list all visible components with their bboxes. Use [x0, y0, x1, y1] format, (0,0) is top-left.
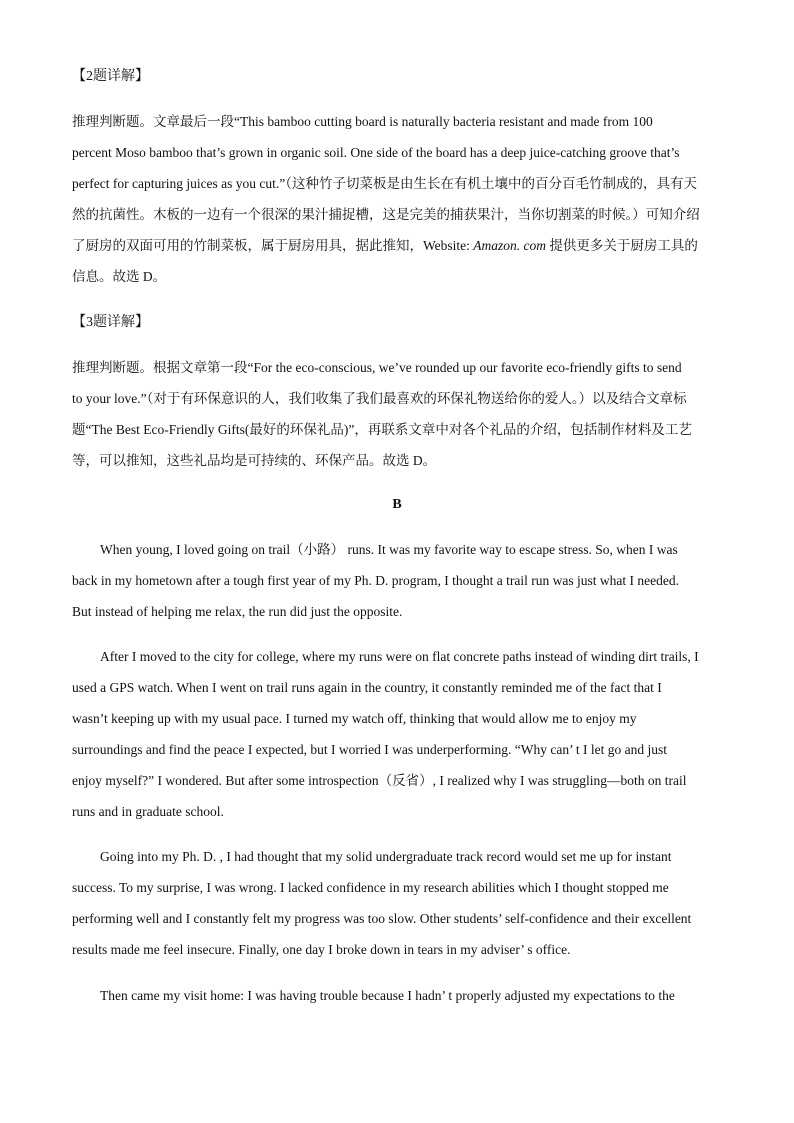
q3-line-4: 等，可以推知，这些礼品均是可持续的、环保产品。故选 D。	[72, 453, 437, 468]
q2-line-5	[72, 236, 722, 256]
q3-heading: 【3题详解】	[72, 315, 149, 330]
q3-line-2: to your love.”（对于有环保意识的人，我们收集了我们最喜欢的环保礼物送给你的爱人。）以及结合文章标	[72, 391, 687, 406]
p3-line-2: success. To my surprise, I was wrong. I lacked confidence in my research abilities which I thought stopped me	[72, 880, 669, 895]
q3-line-1: 推理判断题。根据文章第一段“For the eco-conscious, we’ve rounded up our favorite eco-friendly gifts to send	[72, 360, 682, 375]
p2-line-3: wasn’t keeping up with my usual pace. I turned my watch off, thinking that would allow me to enjoy my	[72, 711, 637, 726]
p2-line-4: surroundings and find the peace I expected, but I worried I was underperforming. “Why can’ t I let go and just	[72, 742, 668, 757]
q2-heading: 【2题详解】	[72, 69, 149, 84]
q2-line-4: 然的抗菌性。木板的一边有一个很深的果汁捕捉槽，这是完美的捕获果汁，当你切割菜的时候。）可知介绍	[72, 207, 700, 222]
q2-line-6: 信息。故选 D。	[72, 269, 167, 284]
p2-line-5: enjoy myself?” I wondered. But after some introspection（反省）, I realized why I was struggling—both on trail	[72, 773, 687, 788]
p1-line-2: back in my hometown after a tough first year of my Ph. D. program, I thought a trail run was just what I needed.	[72, 573, 679, 588]
q2-line-2: percent Moso bamboo that’s grown in organic soil. One side of the board has a deep juice-catching groove that’s	[72, 145, 680, 160]
p1-line-1: When young, I loved going on trail（小路） runs. It was my favorite way to escape stress. So, when I was	[100, 542, 678, 557]
q3-line-3: 题“The Best Eco-Friendly Gifts(最好的环保礼品)”，再联系文章中对各个礼品的介绍，包括制作材料及工艺	[72, 422, 692, 437]
q2-site-name: Amazon. com	[473, 238, 547, 253]
p2-line-1: After I moved to the city for college, where my runs were on flat concrete paths instead of winding dirt trails, I	[100, 649, 699, 664]
q2-line-3: perfect for capturing juices as you cut.”（这种竹子切菜板是由生长在有机土壤中的百分百毛竹制成的，具有天	[72, 176, 698, 191]
p3-line-1: Going into my Ph. D. , I had thought that my solid undergraduate track record would set me up for instant	[100, 849, 672, 864]
p3-line-3: performing well and I constantly felt my progress was too slow. Other students’ self-confidence and their excellent	[72, 911, 692, 926]
p2-line-2: used a GPS watch. When I went on trail runs again in the country, it constantly reminded me of the fact that I	[72, 680, 662, 695]
passage-title: B	[392, 497, 402, 512]
p4-line-1: Then came my visit home: I was having trouble because I hadn’ t properly adjusted my expectations to the	[100, 988, 675, 1003]
q2-line-1: 推理判断题。文章最后一段“This bamboo cutting board is naturally bacteria resistant and made from 100	[72, 114, 653, 129]
p3-line-4: results made me feel insecure. Finally, one day I broke down in tears in my adviser’ s office.	[72, 942, 571, 957]
p1-line-3: But instead of helping me relax, the run did just the opposite.	[72, 604, 403, 619]
q2-line-5-text: 了厨房的双面可用的竹制菜板，属于厨房用具，据此推知，Website:	[72, 238, 470, 253]
p2-line-6: runs and in graduate school.	[72, 804, 224, 819]
q2-line-5-tail: 提供更多关于厨房工具的	[549, 238, 698, 253]
